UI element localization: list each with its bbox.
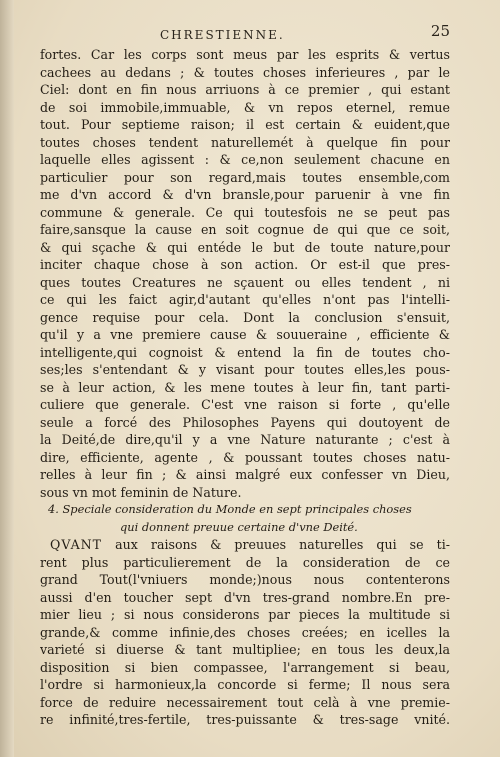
text-line: tout. Pour septieme raison; il est certain & euident,que [40,117,450,132]
text-line [40,536,450,554]
page-gutter [0,0,14,757]
text-line: varieté si diuerse & tant multipliee; en tous les deux,la [40,642,450,657]
text-line: seule a forcé des Philosophes Payens qui doutoyent de [40,414,450,430]
text-line: intelligente,qui cognoist & entend la fin de toutes cho- [40,344,450,360]
text-line: toutes choses tendent naturellemét à quelque fin pour [40,134,450,150]
text-line: me d'vn accord & d'vn bransle,pour paruenir à vne fin [40,187,450,202]
section-heading-line: 4. Speciale consideration du Monde en sept principales choses [48,502,412,516]
text-line: relles à leur fin ; & ainsi malgré eux confesser vn Dieu, [40,467,450,482]
text-line: re infinité,tres-fertile, tres-puissante & tres-sage vnité. [40,712,450,727]
text-line: faire,sansque la cause en soit cognue de qui que ce soit, [40,222,450,237]
text-line: la Deité,de dire,qu'il y a vne Nature naturante ; c'est à [40,432,450,447]
text-line: sous vn mot feminin de Nature. [40,484,242,500]
paragraph-two [40,536,450,729]
text-line: grand Tout(l'vniuers monde;)nous nous contenterons [40,572,450,587]
text-line: & qui sçache & qui entéde le but de toute nature,pour [40,239,450,255]
text-line: ques toutes Creatures ne sçauent ou elles tendent , ni [40,274,450,290]
text-line: qu'il y a vne premiere cause & souueraine , efficiente & [40,327,450,342]
text-line: force de reduire necessairement tout celà à vne premie- [40,694,450,710]
text-line: gence requise pour cela. Dont la conclusion s'ensuit, [40,309,450,325]
text-line: dire, efficiente, agente , & poussant toutes choses natu- [40,449,450,465]
text-line: ses;les s'entendant & y visant pour toutes elles,les pous- [40,362,450,377]
initial-word: QVANT [50,537,103,552]
text-line: fortes. Car les corps sont meus par les esprits & vertus [40,47,450,62]
text-line: grande,& comme infinie,des choses creées; en icelles la [40,624,450,640]
running-head: CHRESTIENNE. [160,28,285,42]
text-line: mier lieu ; si nous considerons par pieces la multitude si [40,607,450,622]
text-line: ce qui les faict agir,d'autant qu'elles n'ont pas l'intelli- [40,292,450,307]
text-line: laquelle elles agissent : & ce,non seulement chacune en [40,152,450,167]
text-line: de soi immobile,immuable, & vn repos eternel, remue [40,99,450,115]
text-line: cachees au dedans ; & toutes choses inferieures , par le [40,64,450,80]
text-line: aussi d'en toucher sept d'vn tres-grand nombre.En pre- [40,589,450,605]
page-body [40,46,450,729]
text-line: l'ordre si harmonieux,la concorde si ferme; Il nous sera [40,677,450,692]
text-line: disposition si bien compassee, l'arrangement si beau, [40,659,450,675]
text-line: particulier pour son regard,mais toutes ensemble,com [40,169,450,185]
first-line-rest: aux raisons & preuues naturelles qui se ti- [102,537,450,552]
text-line: rent plus particulierement de la consideration de ce [40,554,450,570]
text-line: culiere que generale. C'est vne raison si forte , qu'elle [40,397,450,412]
section-heading [40,501,450,536]
page-header [40,22,450,44]
text-line: se à leur action, & les mene toutes à leur fin, tant parti- [40,379,450,395]
paragraph-one [40,46,450,501]
section-heading-line: qui donnent preuue certaine d'vne Deité. [120,519,358,534]
page-number: 25 [430,22,450,40]
text-line: Ciel: dont en fin nous arriuons à ce premier , qui estant [40,82,450,97]
text-line: inciter chaque chose à son action. Or est-il que pres- [40,257,450,272]
text-line: commune & generale. Ce qui toutesfois ne se peut pas [40,204,450,220]
